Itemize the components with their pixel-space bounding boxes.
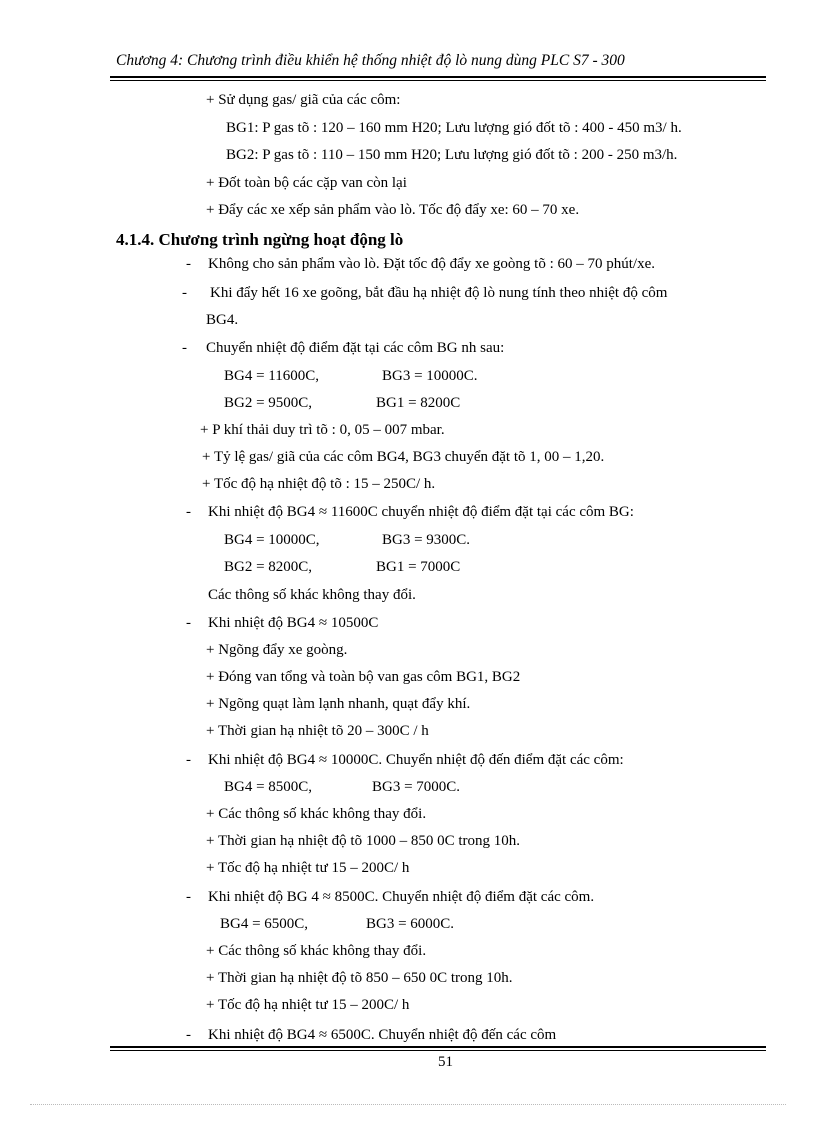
list-dash: -: [186, 752, 191, 768]
text-line: + Ngõng đẩy xe goòng.: [206, 642, 348, 658]
list-item: Chuyển nhiệt độ điểm đặt tại các côm BG nh sau:: [206, 340, 505, 356]
header-rule: [110, 76, 766, 78]
list-item: Khi nhiệt độ BG 4 ≈ 8500C. Chuyển nhiệt độ điểm đặt các côm.: [208, 889, 595, 905]
footer-rule-thin: [110, 1050, 766, 1051]
list-item: Khi nhiệt độ BG4 ≈ 6500C. Chuyển nhiệt độ đến các côm: [208, 1027, 557, 1043]
text-line: + Tốc độ hạ nhiệt tư 15 – 200C/ h: [206, 997, 410, 1013]
setpoint-value: BG3 = 6000C.: [366, 916, 455, 932]
footer-dotted-line: [30, 1104, 786, 1105]
text-line: + Tỷ lệ gas/ giã của các côm BG4, BG3 chuyển đặt tõ 1, 00 – 1,20.: [202, 449, 605, 465]
text-line: + Ngõng quạt làm lạnh nhanh, quạt đẩy khí.: [206, 696, 471, 712]
section-heading: 4.1.4. Chương trình ngừng hoạt động lò: [116, 230, 404, 249]
list-dash: -: [182, 285, 187, 301]
text-line: + Sử dụng gas/ giã của các côm:: [206, 92, 401, 108]
text-line: + Đẩy các xe xếp sản phẩm vào lò. Tốc độ đẩy xe: 60 – 70 xe.: [206, 202, 580, 218]
setpoint-value: BG4 = 6500C,: [220, 916, 309, 932]
text-line: + Đóng van tổng và toàn bộ van gas côm BG1, BG2: [206, 669, 521, 685]
text-line: + Các thông số khác không thay đổi.: [206, 943, 427, 959]
text-line: + P khí thải duy trì tõ : 0, 05 – 007 mbar.: [200, 422, 445, 438]
text-line: + Thời gian hạ nhiệt độ tõ 850 – 650 0C trong 10h.: [206, 970, 513, 986]
setpoint-value: BG2 = 9500C,: [224, 395, 313, 411]
list-item: Khi nhiệt độ BG4 ≈ 10500C: [208, 615, 379, 631]
list-dash: -: [182, 340, 187, 356]
page-number: 51: [438, 1054, 453, 1070]
text-line: + Đốt toàn bộ các cặp van còn lại: [206, 175, 407, 191]
setpoint-value: BG1 = 8200C: [376, 395, 461, 411]
setpoint-value: BG4 = 10000C,: [224, 532, 320, 548]
text-line: BG1: P gas tõ : 120 – 160 mm H20; Lưu lượng gió đốt tõ : 400 - 450 m3/ h.: [226, 120, 682, 136]
list-item: Không cho sản phẩm vào lò. Đặt tốc độ đẩy xe goòng tõ : 60 – 70 phút/xe.: [208, 256, 656, 272]
page-header-title: Chương 4: Chương trình điều khiển hệ thống nhiệt độ lò nung dùng PLC S7 - 300: [116, 52, 625, 69]
list-item: Khi đẩy hết 16 xe goõng, bắt đầu hạ nhiệt độ lò nung tính theo nhiệt độ côm: [210, 285, 668, 301]
setpoint-value: BG3 = 7000C.: [372, 779, 461, 795]
setpoint-value: BG3 = 10000C.: [382, 368, 478, 384]
setpoint-value: BG2 = 8200C,: [224, 559, 313, 575]
list-dash: -: [186, 889, 191, 905]
setpoint-value: BG3 = 9300C.: [382, 532, 471, 548]
text-line: BG2: P gas tõ : 110 – 150 mm H20; Lưu lượng gió đốt tõ : 200 - 250 m3/h.: [226, 147, 678, 163]
setpoint-value: BG4 = 8500C,: [224, 779, 313, 795]
list-dash: -: [186, 1027, 191, 1043]
text-line: + Các thông số khác không thay đổi.: [206, 806, 427, 822]
setpoint-value: BG1 = 7000C: [376, 559, 461, 575]
list-item: Khi nhiệt độ BG4 ≈ 10000C. Chuyển nhiệt độ đến điểm đặt các côm:: [208, 752, 624, 768]
list-dash: -: [186, 615, 191, 631]
list-dash: -: [186, 504, 191, 520]
list-item: Khi nhiệt độ BG4 ≈ 11600C chuyển nhiệt độ điểm đặt tại các côm BG:: [208, 504, 634, 520]
list-dash: -: [186, 256, 191, 272]
text-line: + Thời gian hạ nhiệt tõ 20 – 300C / h: [206, 723, 429, 739]
text-line: + Thời gian hạ nhiệt độ tõ 1000 – 850 0C trong 10h.: [206, 833, 521, 849]
header-rule-thin: [110, 80, 766, 81]
text-line: + Tốc độ hạ nhiệt tư 15 – 200C/ h: [206, 860, 410, 876]
footer-rule: [110, 1046, 766, 1048]
text-line: BG4.: [206, 312, 239, 328]
text-line: Các thông số khác không thay đổi.: [208, 587, 416, 603]
text-line: + Tốc độ hạ nhiệt độ tõ : 15 – 250C/ h.: [202, 476, 436, 492]
setpoint-value: BG4 = 11600C,: [224, 368, 319, 384]
